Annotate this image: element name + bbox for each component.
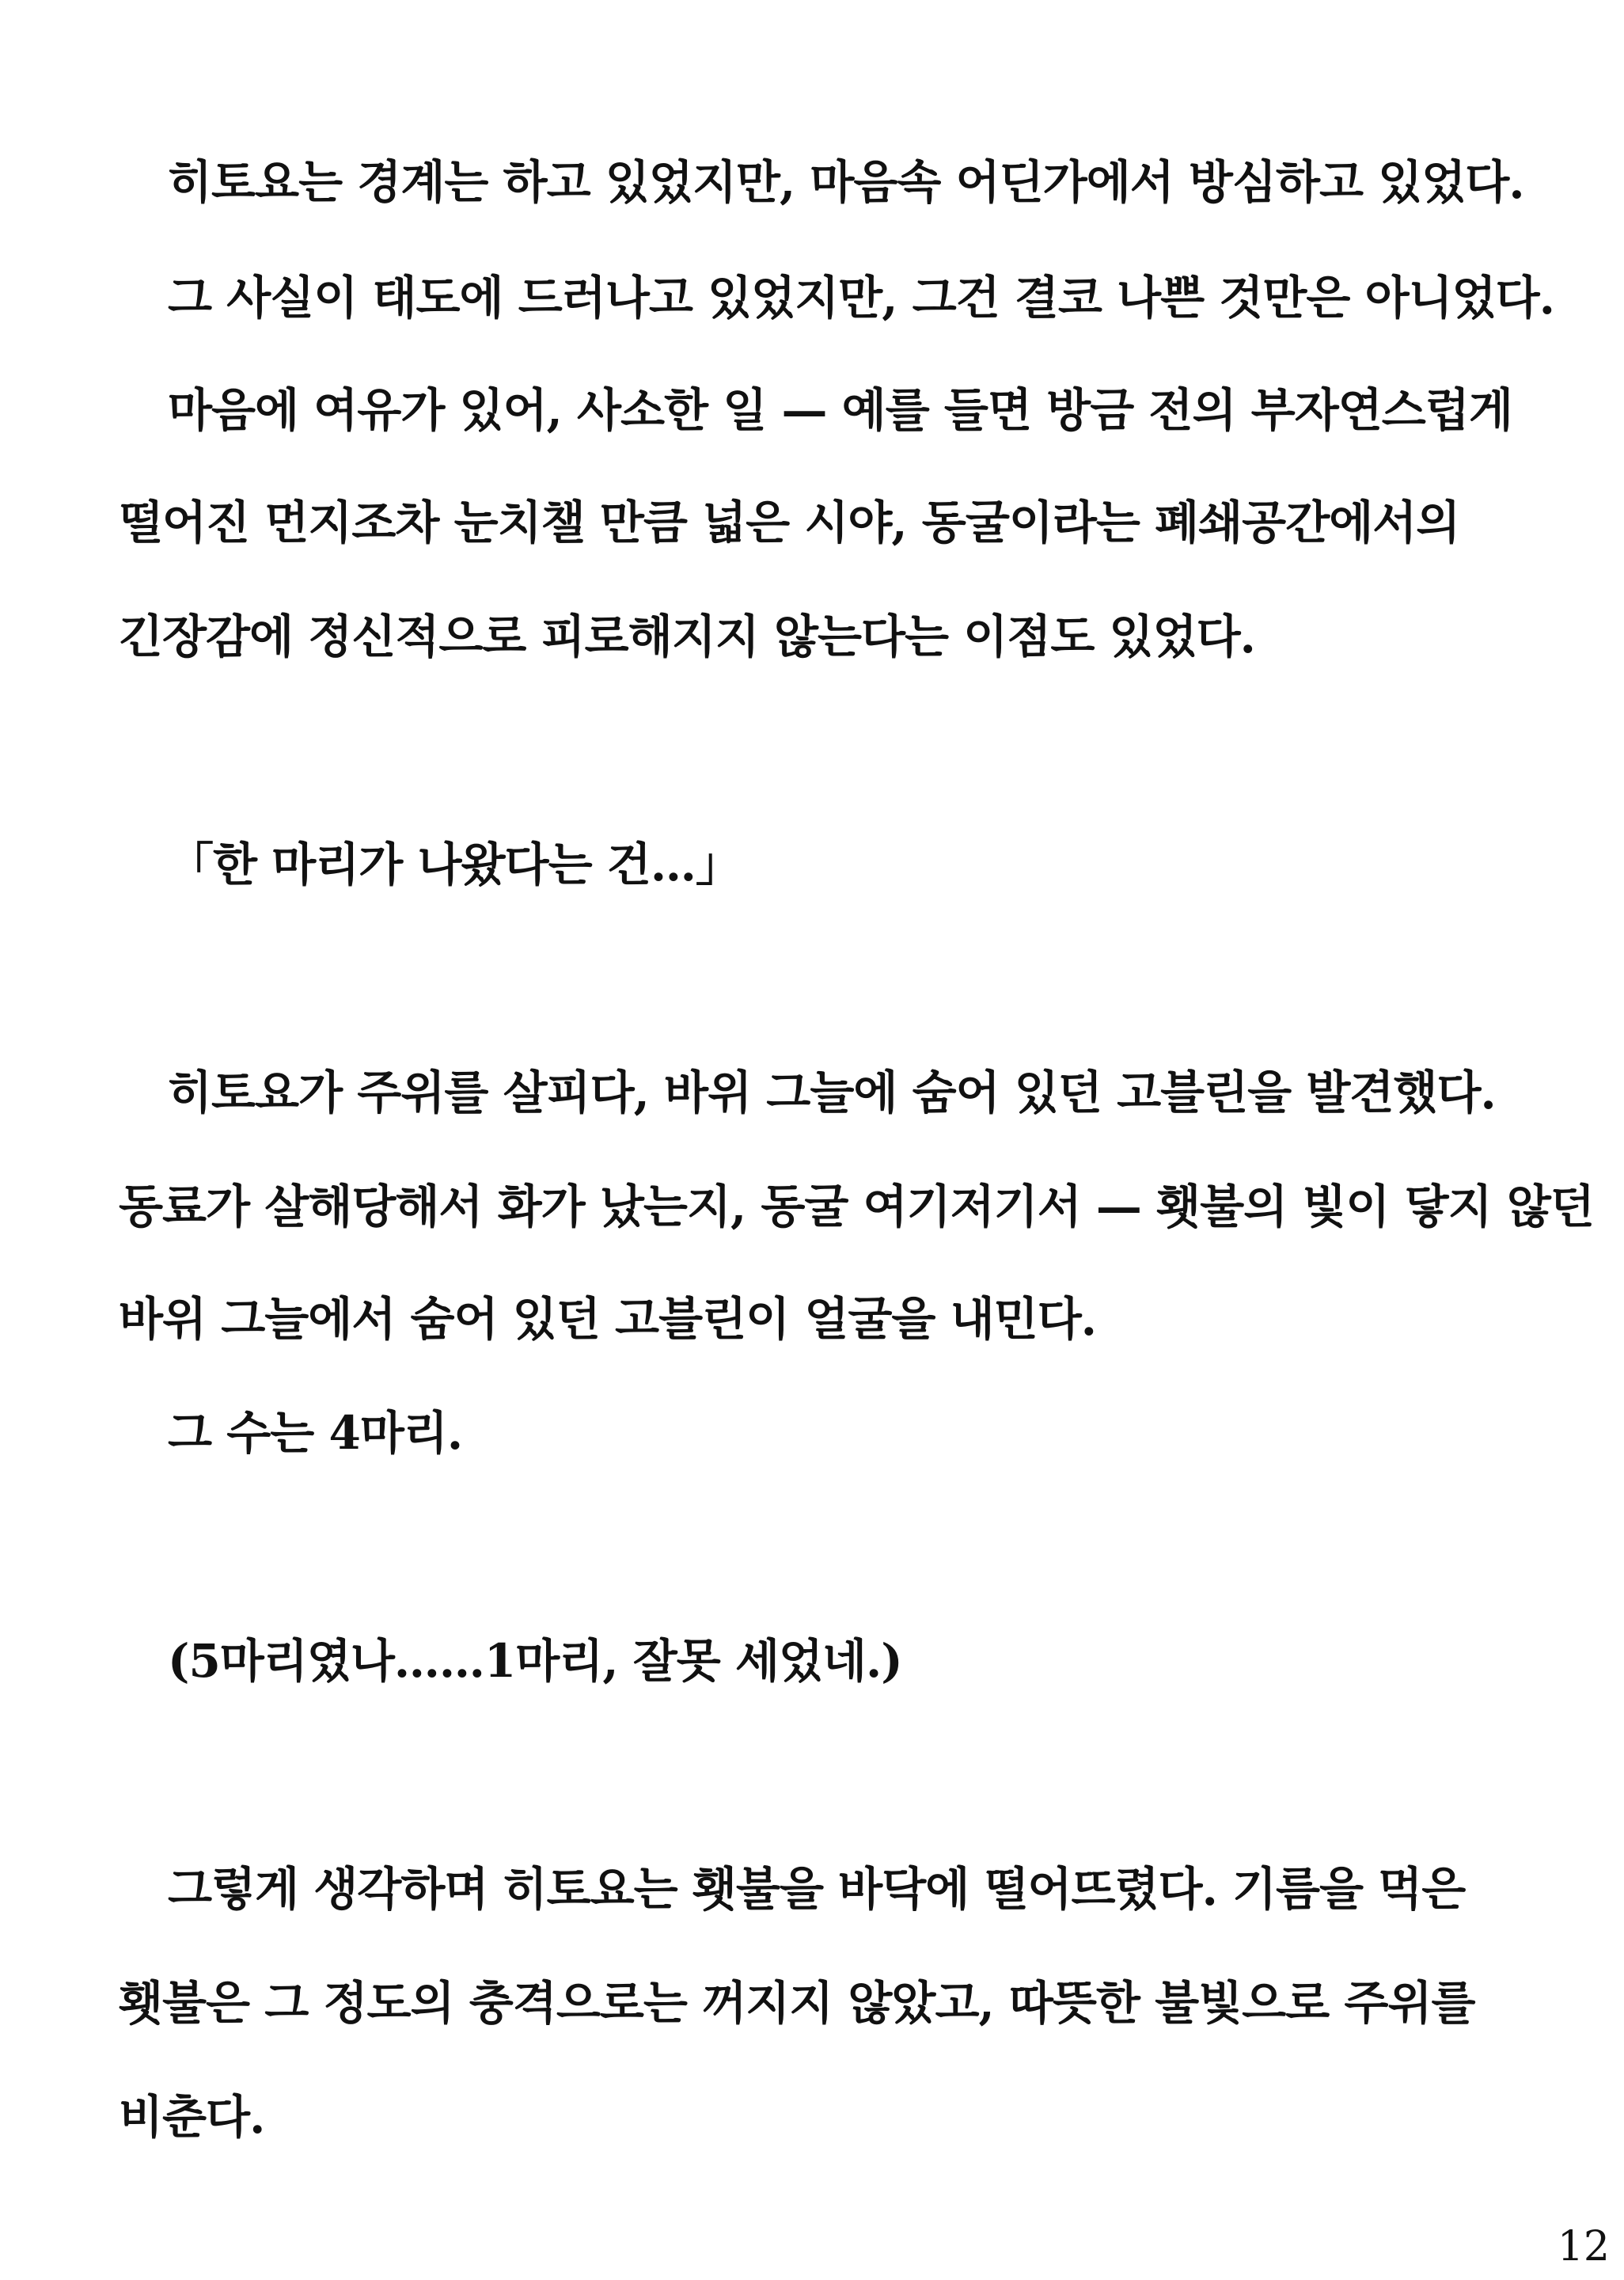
- text-line: 히토요는 경계는 하고 있었지만, 마음속 어딘가에서 방심하고 있었다.: [168, 155, 1524, 209]
- page-number: 12: [1557, 2223, 1610, 2270]
- text-line: 비춘다.: [119, 2090, 265, 2144]
- text-line: 그 사실이 태도에 드러나고 있었지만, 그건 결코 나쁜 것만은 아니었다.: [168, 271, 1554, 325]
- text-line: 그렇게 생각하며 히토요는 횃불을 바닥에 떨어뜨렸다. 기름을 먹은: [168, 1862, 1466, 1916]
- text-line: 떨어진 먼지조차 눈치챌 만큼 넓은 시야, 동굴이라는 폐쇄공간에서의: [119, 496, 1460, 549]
- text-line: 횃불은 그 정도의 충격으로는 꺼지지 않았고, 따뜻한 불빛으로 주위를: [119, 1976, 1475, 2030]
- text-line: 히토요가 주위를 살피다, 바위 그늘에 숨어 있던 고블린을 발견했다.: [168, 1066, 1496, 1119]
- text-line: 마음에 여유가 있어, 사소한 일 — 예를 들면 방금 전의 부자연스럽게: [168, 383, 1512, 437]
- dialogue-line: 「한 마리가 나왔다는 건…」: [168, 838, 741, 891]
- text-line: 긴장감에 정신적으로 피로해지지 않는다는 이점도 있었다.: [119, 610, 1255, 663]
- text-line: 바위 그늘에서 숨어 있던 고블린이 얼굴을 내민다.: [119, 1292, 1096, 1346]
- text-line: 그 수는 4마리.: [168, 1406, 463, 1460]
- thought-line: (5마리였나……1마리, 잘못 세었네.): [168, 1634, 902, 1688]
- text-line: 동료가 살해당해서 화가 났는지, 동굴 여기저기서 — 횃불의 빛이 닿지 않던: [119, 1180, 1594, 1233]
